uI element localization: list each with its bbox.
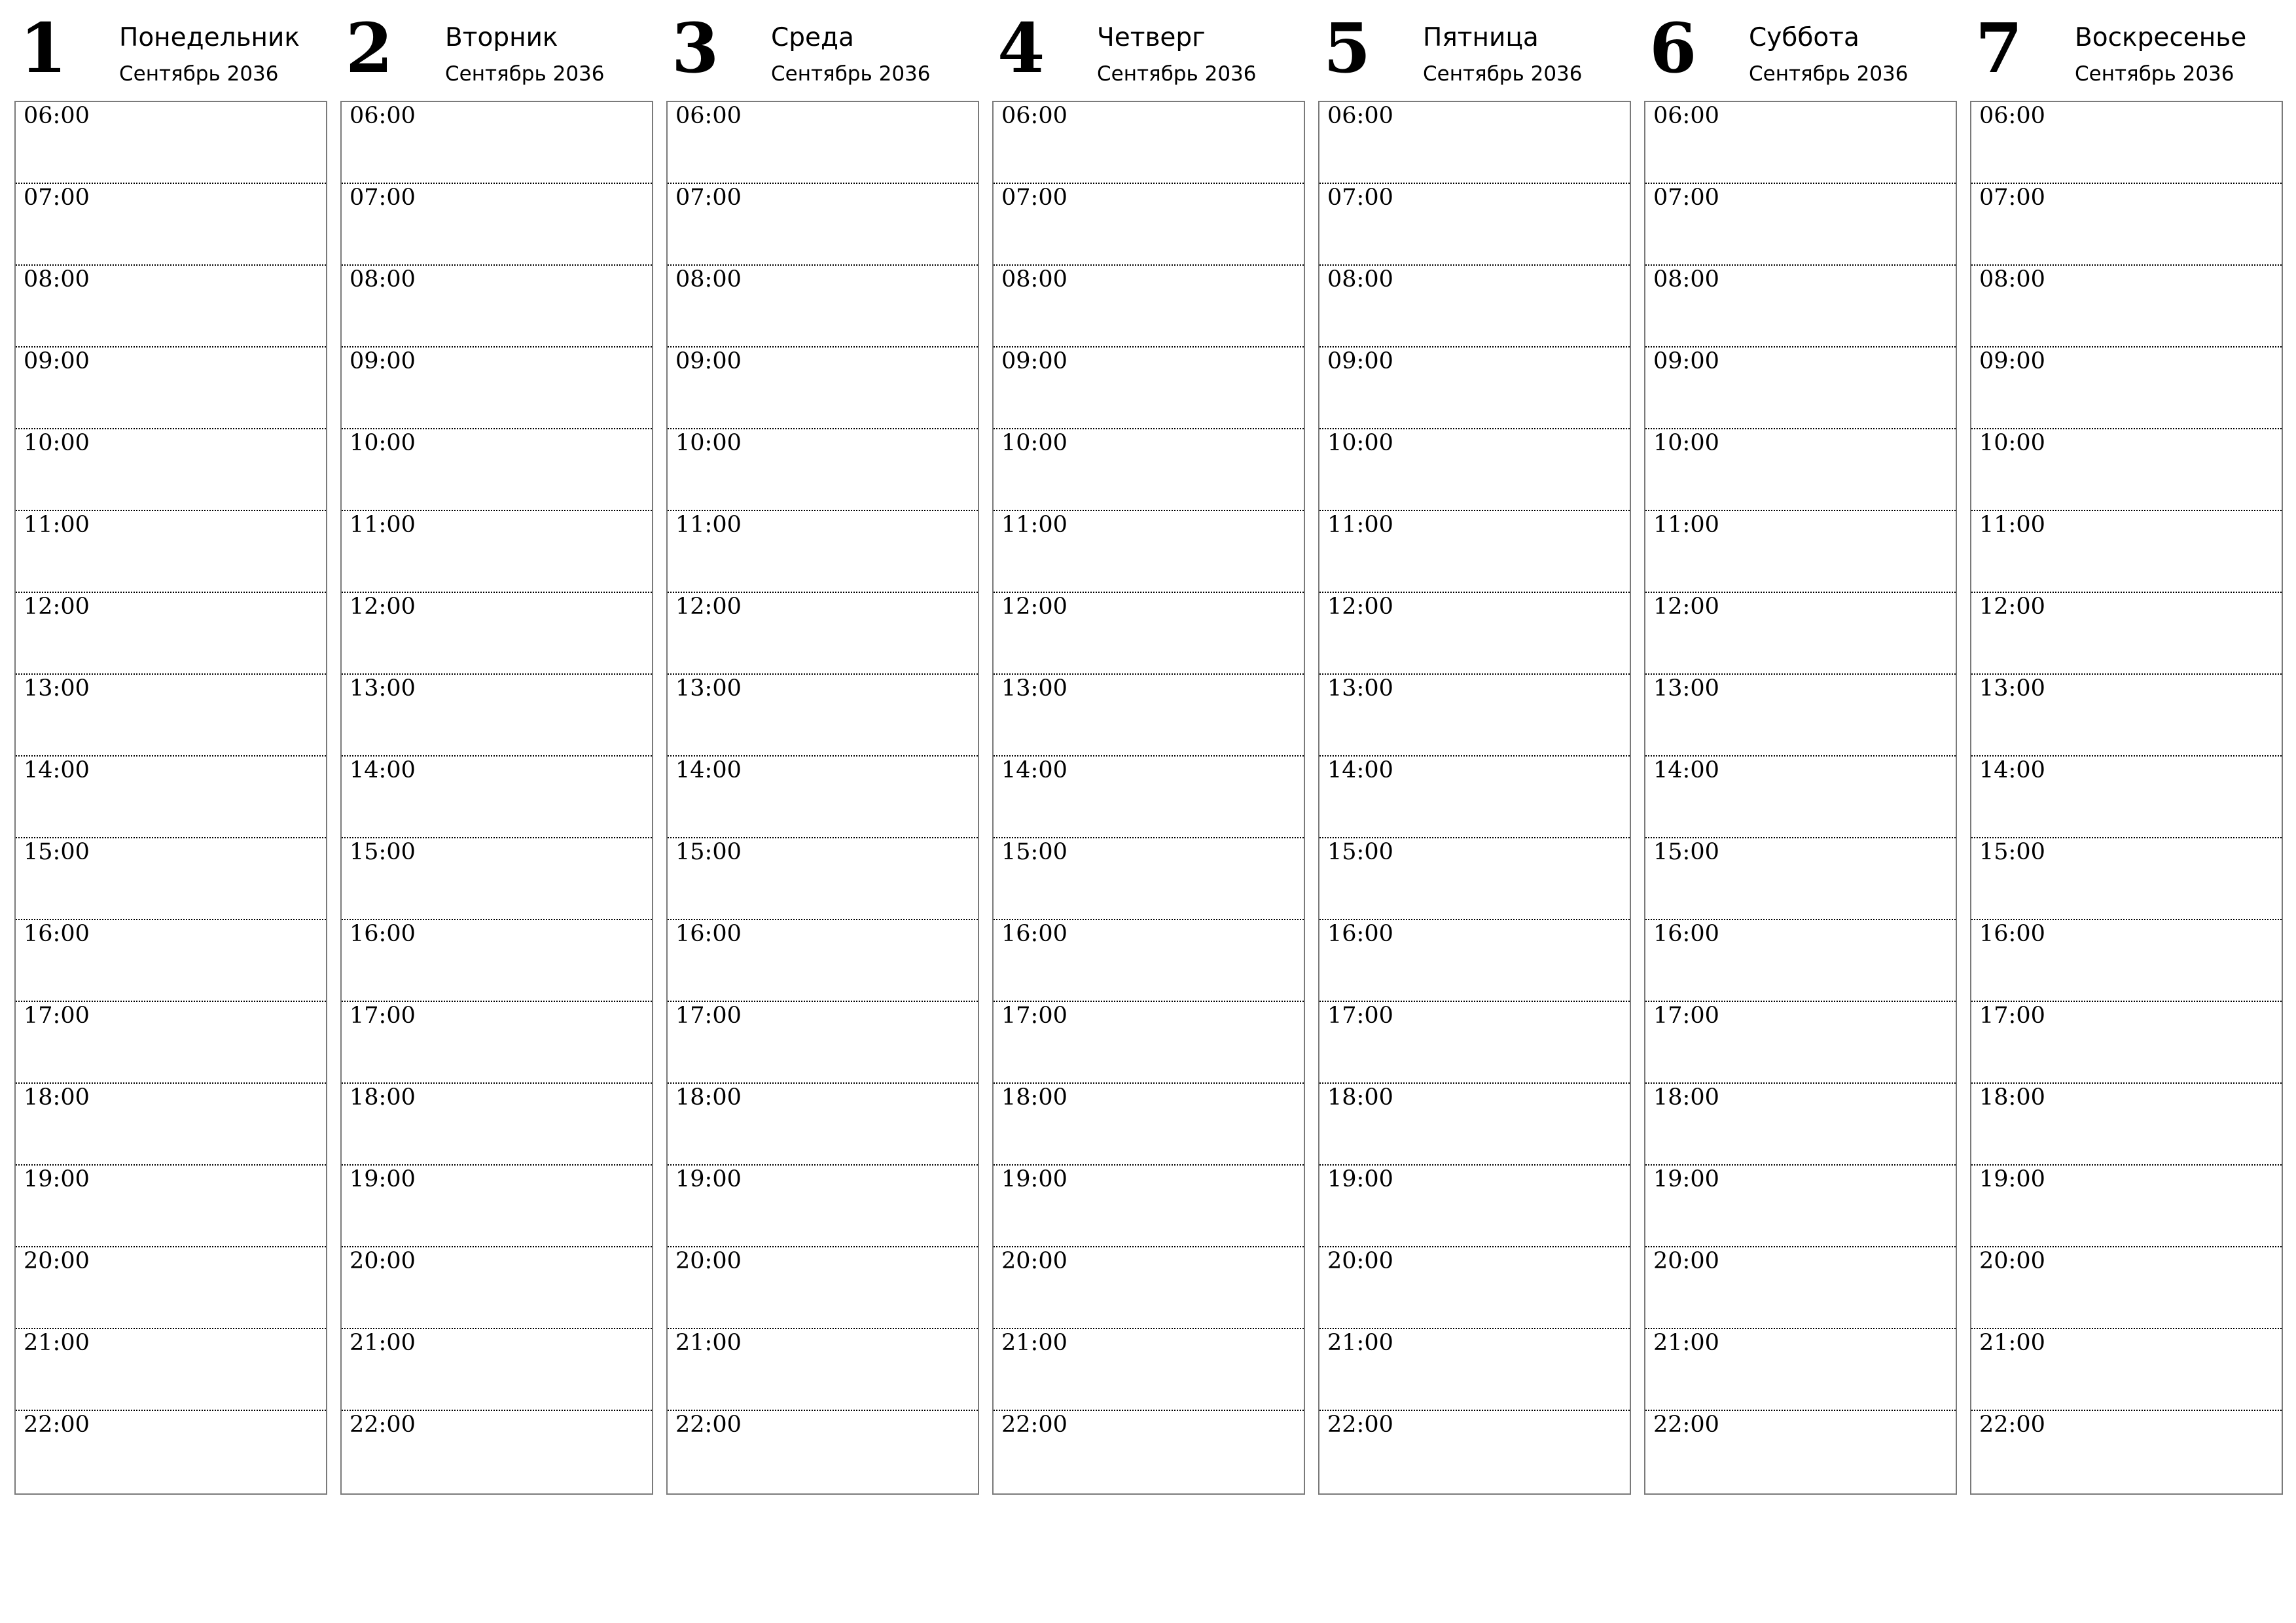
time-label: 11:00 [1327, 512, 1393, 538]
time-slot[interactable] [994, 184, 1304, 266]
time-slot[interactable] [1645, 511, 1956, 593]
time-slot[interactable] [1645, 1329, 1956, 1411]
time-label: 06:00 [350, 103, 416, 129]
time-label: 14:00 [675, 757, 742, 783]
time-slot[interactable] [1971, 920, 2282, 1002]
time-slot[interactable] [342, 1329, 652, 1411]
time-label: 10:00 [1327, 430, 1393, 456]
time-slot[interactable] [994, 1329, 1304, 1411]
time-label: 19:00 [1001, 1166, 1067, 1192]
time-slot[interactable] [1971, 511, 2282, 593]
time-slot[interactable] [1319, 593, 1630, 675]
time-slot[interactable] [668, 675, 978, 757]
time-slot[interactable] [342, 511, 652, 593]
time-slot[interactable] [1971, 1084, 2282, 1166]
time-label: 10:00 [1653, 430, 1719, 456]
time-slot[interactable] [668, 184, 978, 266]
time-label: 07:00 [1327, 185, 1393, 211]
time-slot[interactable] [1971, 1166, 2282, 1247]
time-slot[interactable] [994, 1411, 1304, 1493]
time-slot[interactable] [1319, 102, 1630, 184]
time-grid [1318, 101, 1631, 1495]
time-slot[interactable] [342, 1247, 652, 1329]
time-label: 22:00 [1979, 1412, 2045, 1438]
day-name: Понедельник [119, 23, 300, 52]
time-label: 13:00 [1327, 675, 1393, 702]
time-label: 16:00 [1327, 921, 1393, 947]
time-slot[interactable] [1645, 429, 1956, 511]
time-label: 10:00 [1001, 430, 1067, 456]
time-slot[interactable] [994, 266, 1304, 348]
time-label: 21:00 [1979, 1330, 2045, 1356]
day-column [14, 0, 327, 1499]
time-slot[interactable] [994, 429, 1304, 511]
time-slot[interactable] [342, 1002, 652, 1084]
time-label: 12:00 [1653, 594, 1719, 620]
time-label: 15:00 [1979, 839, 2045, 865]
time-slot[interactable] [1645, 593, 1956, 675]
time-label: 07:00 [675, 185, 742, 211]
time-grid [1970, 101, 2283, 1495]
time-slot[interactable] [16, 1002, 326, 1084]
time-label: 10:00 [350, 430, 416, 456]
time-slot[interactable] [1319, 266, 1630, 348]
time-label: 22:00 [1653, 1412, 1719, 1438]
day-name: Суббота [1749, 23, 1859, 52]
time-label: 18:00 [24, 1084, 90, 1111]
time-label: 11:00 [24, 512, 90, 538]
time-label: 17:00 [1979, 1003, 2045, 1029]
day-name: Среда [771, 23, 854, 52]
time-slot[interactable] [1645, 1247, 1956, 1329]
time-label: 07:00 [1653, 185, 1719, 211]
time-slot[interactable] [342, 920, 652, 1002]
time-label: 17:00 [24, 1003, 90, 1029]
time-label: 15:00 [350, 839, 416, 865]
time-slot[interactable] [1319, 184, 1630, 266]
time-slot[interactable] [994, 1247, 1304, 1329]
time-label: 19:00 [675, 1166, 742, 1192]
time-label: 20:00 [1327, 1248, 1393, 1274]
time-label: 19:00 [1979, 1166, 2045, 1192]
time-slot[interactable] [1971, 348, 2282, 429]
day-month: Сентябрь 2036 [445, 62, 605, 86]
time-slot[interactable] [1971, 1329, 2282, 1411]
day-number: 3 [672, 8, 719, 88]
time-label: 22:00 [24, 1412, 90, 1438]
time-slot[interactable] [1645, 184, 1956, 266]
time-slot[interactable] [1645, 1411, 1956, 1493]
time-label: 11:00 [350, 512, 416, 538]
time-label: 08:00 [1653, 266, 1719, 293]
time-slot[interactable] [994, 920, 1304, 1002]
time-label: 17:00 [350, 1003, 416, 1029]
time-slot[interactable] [668, 593, 978, 675]
time-slot[interactable] [1645, 1084, 1956, 1166]
time-label: 18:00 [1001, 1084, 1067, 1111]
time-label: 09:00 [1979, 348, 2045, 374]
time-label: 13:00 [675, 675, 742, 702]
time-slot[interactable] [342, 266, 652, 348]
time-slot[interactable] [1319, 1166, 1630, 1247]
time-label: 14:00 [1653, 757, 1719, 783]
time-label: 16:00 [1979, 921, 2045, 947]
time-label: 18:00 [350, 1084, 416, 1111]
time-label: 15:00 [675, 839, 742, 865]
time-slot[interactable] [16, 511, 326, 593]
time-slot[interactable] [1645, 757, 1956, 838]
time-label: 14:00 [1979, 757, 2045, 783]
time-label: 18:00 [1979, 1084, 2045, 1111]
time-slot[interactable] [16, 838, 326, 920]
time-slot[interactable] [1319, 1002, 1630, 1084]
day-number: 7 [1975, 8, 2023, 88]
time-slot[interactable] [342, 1084, 652, 1166]
time-slot[interactable] [16, 1247, 326, 1329]
time-label: 12:00 [1327, 594, 1393, 620]
time-slot[interactable] [1319, 429, 1630, 511]
time-label: 13:00 [350, 675, 416, 702]
time-label: 09:00 [1653, 348, 1719, 374]
time-slot[interactable] [342, 102, 652, 184]
time-label: 20:00 [1001, 1248, 1067, 1274]
time-slot[interactable] [1971, 1411, 2282, 1493]
day-name: Воскресенье [2075, 23, 2247, 52]
time-label: 12:00 [1001, 594, 1067, 620]
time-slot[interactable] [16, 1166, 326, 1247]
time-slot[interactable] [342, 1411, 652, 1493]
time-label: 10:00 [24, 430, 90, 456]
time-slot[interactable] [1319, 1411, 1630, 1493]
time-grid [666, 101, 979, 1495]
day-month: Сентябрь 2036 [771, 62, 931, 86]
time-label: 08:00 [350, 266, 416, 293]
time-slot[interactable] [668, 1329, 978, 1411]
time-slot[interactable] [668, 348, 978, 429]
day-number: 5 [1323, 8, 1371, 88]
time-label: 22:00 [675, 1412, 742, 1438]
time-label: 21:00 [675, 1330, 742, 1356]
time-slot[interactable] [1645, 1002, 1956, 1084]
time-label: 08:00 [1327, 266, 1393, 293]
time-label: 09:00 [1001, 348, 1067, 374]
time-label: 08:00 [675, 266, 742, 293]
time-label: 21:00 [350, 1330, 416, 1356]
time-slot[interactable] [994, 593, 1304, 675]
time-label: 13:00 [1653, 675, 1719, 702]
day-name: Четверг [1097, 23, 1206, 52]
time-label: 22:00 [1327, 1412, 1393, 1438]
time-slot[interactable] [994, 511, 1304, 593]
time-grid [14, 101, 327, 1495]
time-slot[interactable] [1319, 1084, 1630, 1166]
time-slot[interactable] [668, 1002, 978, 1084]
time-slot[interactable] [342, 429, 652, 511]
time-slot[interactable] [342, 1166, 652, 1247]
time-slot[interactable] [1645, 675, 1956, 757]
time-label: 08:00 [24, 266, 90, 293]
time-slot[interactable] [1971, 1002, 2282, 1084]
time-slot[interactable] [994, 838, 1304, 920]
time-label: 11:00 [1653, 512, 1719, 538]
time-label: 07:00 [24, 185, 90, 211]
time-label: 12:00 [350, 594, 416, 620]
time-label: 21:00 [24, 1330, 90, 1356]
time-slot[interactable] [994, 1084, 1304, 1166]
time-label: 12:00 [24, 594, 90, 620]
time-slot[interactable] [342, 757, 652, 838]
time-label: 19:00 [1653, 1166, 1719, 1192]
time-label: 17:00 [1653, 1003, 1719, 1029]
day-name: Вторник [445, 23, 558, 52]
time-slot[interactable] [668, 266, 978, 348]
time-slot[interactable] [668, 1166, 978, 1247]
time-label: 16:00 [350, 921, 416, 947]
time-label: 08:00 [1979, 266, 2045, 293]
time-label: 16:00 [24, 921, 90, 947]
time-grid [340, 101, 653, 1495]
time-slot[interactable] [668, 1247, 978, 1329]
time-slot[interactable] [1319, 1247, 1630, 1329]
day-column [1970, 0, 2283, 1499]
time-slot[interactable] [1645, 920, 1956, 1002]
time-slot[interactable] [1645, 1166, 1956, 1247]
time-slot[interactable] [16, 184, 326, 266]
time-label: 07:00 [1979, 185, 2045, 211]
time-label: 14:00 [24, 757, 90, 783]
time-slot[interactable] [1319, 838, 1630, 920]
time-slot[interactable] [1645, 348, 1956, 429]
time-label: 17:00 [1001, 1003, 1067, 1029]
time-slot[interactable] [1971, 429, 2282, 511]
time-label: 20:00 [1979, 1248, 2045, 1274]
time-slot[interactable] [994, 1002, 1304, 1084]
time-slot[interactable] [1971, 593, 2282, 675]
time-slot[interactable] [1319, 675, 1630, 757]
time-label: 13:00 [1979, 675, 2045, 702]
time-label: 19:00 [350, 1166, 416, 1192]
time-label: 21:00 [1327, 1330, 1393, 1356]
time-slot[interactable] [994, 675, 1304, 757]
time-label: 20:00 [24, 1248, 90, 1274]
time-grid [1644, 101, 1957, 1495]
time-slot[interactable] [342, 675, 652, 757]
time-label: 13:00 [24, 675, 90, 702]
time-slot[interactable] [668, 1084, 978, 1166]
time-slot[interactable] [1319, 348, 1630, 429]
time-label: 09:00 [350, 348, 416, 374]
time-slot[interactable] [16, 1084, 326, 1166]
time-label: 11:00 [675, 512, 742, 538]
time-slot[interactable] [16, 102, 326, 184]
day-month: Сентябрь 2036 [1423, 62, 1583, 86]
time-slot[interactable] [16, 429, 326, 511]
time-slot[interactable] [1971, 102, 2282, 184]
time-slot[interactable] [16, 593, 326, 675]
time-label: 12:00 [1979, 594, 2045, 620]
time-slot[interactable] [668, 511, 978, 593]
time-slot[interactable] [342, 593, 652, 675]
time-label: 13:00 [1001, 675, 1067, 702]
day-number: 4 [997, 8, 1045, 88]
time-label: 06:00 [1001, 103, 1067, 129]
time-label: 14:00 [1001, 757, 1067, 783]
time-slot[interactable] [1645, 102, 1956, 184]
time-label: 20:00 [675, 1248, 742, 1274]
time-label: 21:00 [1001, 1330, 1067, 1356]
time-label: 18:00 [1327, 1084, 1393, 1111]
time-label: 15:00 [1001, 839, 1067, 865]
day-name: Пятница [1423, 23, 1539, 52]
day-column [1318, 0, 1631, 1499]
time-slot[interactable] [16, 1411, 326, 1493]
day-number: 2 [346, 8, 393, 88]
time-slot[interactable] [16, 266, 326, 348]
day-column [340, 0, 653, 1499]
time-label: 07:00 [350, 185, 416, 211]
time-label: 14:00 [1327, 757, 1393, 783]
time-slot[interactable] [994, 1166, 1304, 1247]
time-slot[interactable] [668, 920, 978, 1002]
time-label: 10:00 [1979, 430, 2045, 456]
time-label: 14:00 [350, 757, 416, 783]
time-label: 18:00 [675, 1084, 742, 1111]
time-slot[interactable] [1319, 511, 1630, 593]
time-label: 12:00 [675, 594, 742, 620]
time-label: 06:00 [1653, 103, 1719, 129]
time-label: 07:00 [1001, 185, 1067, 211]
time-label: 09:00 [675, 348, 742, 374]
time-label: 09:00 [24, 348, 90, 374]
time-slot[interactable] [1971, 675, 2282, 757]
time-label: 20:00 [1653, 1248, 1719, 1274]
time-label: 15:00 [1653, 839, 1719, 865]
time-label: 18:00 [1653, 1084, 1719, 1111]
day-number: 1 [20, 8, 67, 88]
day-month: Сентябрь 2036 [2075, 62, 2234, 86]
time-label: 08:00 [1001, 266, 1067, 293]
time-label: 15:00 [24, 839, 90, 865]
time-label: 22:00 [350, 1412, 416, 1438]
time-label: 16:00 [1001, 921, 1067, 947]
time-label: 17:00 [675, 1003, 742, 1029]
time-slot[interactable] [668, 429, 978, 511]
day-month: Сентябрь 2036 [1749, 62, 1909, 86]
time-label: 11:00 [1979, 512, 2045, 538]
time-label: 17:00 [1327, 1003, 1393, 1029]
time-slot[interactable] [16, 675, 326, 757]
time-slot[interactable] [668, 838, 978, 920]
time-slot[interactable] [1319, 920, 1630, 1002]
day-month: Сентябрь 2036 [1097, 62, 1257, 86]
time-slot[interactable] [1645, 266, 1956, 348]
time-label: 19:00 [24, 1166, 90, 1192]
time-label: 21:00 [1653, 1330, 1719, 1356]
time-label: 16:00 [675, 921, 742, 947]
time-slot[interactable] [342, 184, 652, 266]
time-slot[interactable] [342, 348, 652, 429]
day-column [992, 0, 1305, 1499]
time-slot[interactable] [994, 348, 1304, 429]
time-slot[interactable] [1319, 757, 1630, 838]
time-slot[interactable] [668, 757, 978, 838]
time-slot[interactable] [994, 757, 1304, 838]
day-month: Сентябрь 2036 [119, 62, 279, 86]
time-label: 15:00 [1327, 839, 1393, 865]
time-label: 16:00 [1653, 921, 1719, 947]
time-slot[interactable] [668, 102, 978, 184]
time-slot[interactable] [16, 1329, 326, 1411]
time-label: 06:00 [1327, 103, 1393, 129]
time-label: 19:00 [1327, 1166, 1393, 1192]
time-slot[interactable] [1971, 838, 2282, 920]
time-slot[interactable] [994, 102, 1304, 184]
time-slot[interactable] [342, 838, 652, 920]
time-slot[interactable] [16, 920, 326, 1002]
time-label: 20:00 [350, 1248, 416, 1274]
time-slot[interactable] [1971, 184, 2282, 266]
time-slot[interactable] [1971, 1247, 2282, 1329]
time-label: 09:00 [1327, 348, 1393, 374]
day-number: 6 [1649, 8, 1697, 88]
time-label: 06:00 [24, 103, 90, 129]
time-slot[interactable] [1645, 838, 1956, 920]
day-column [1644, 0, 1957, 1499]
time-label: 06:00 [675, 103, 742, 129]
time-slot[interactable] [1971, 757, 2282, 838]
time-slot[interactable] [668, 1411, 978, 1493]
time-label: 06:00 [1979, 103, 2045, 129]
day-column [666, 0, 979, 1499]
time-label: 11:00 [1001, 512, 1067, 538]
time-label: 22:00 [1001, 1412, 1067, 1438]
time-slot[interactable] [16, 348, 326, 429]
time-slot[interactable] [1971, 266, 2282, 348]
time-grid [992, 101, 1305, 1495]
time-slot[interactable] [1319, 1329, 1630, 1411]
time-slot[interactable] [16, 757, 326, 838]
time-label: 10:00 [675, 430, 742, 456]
